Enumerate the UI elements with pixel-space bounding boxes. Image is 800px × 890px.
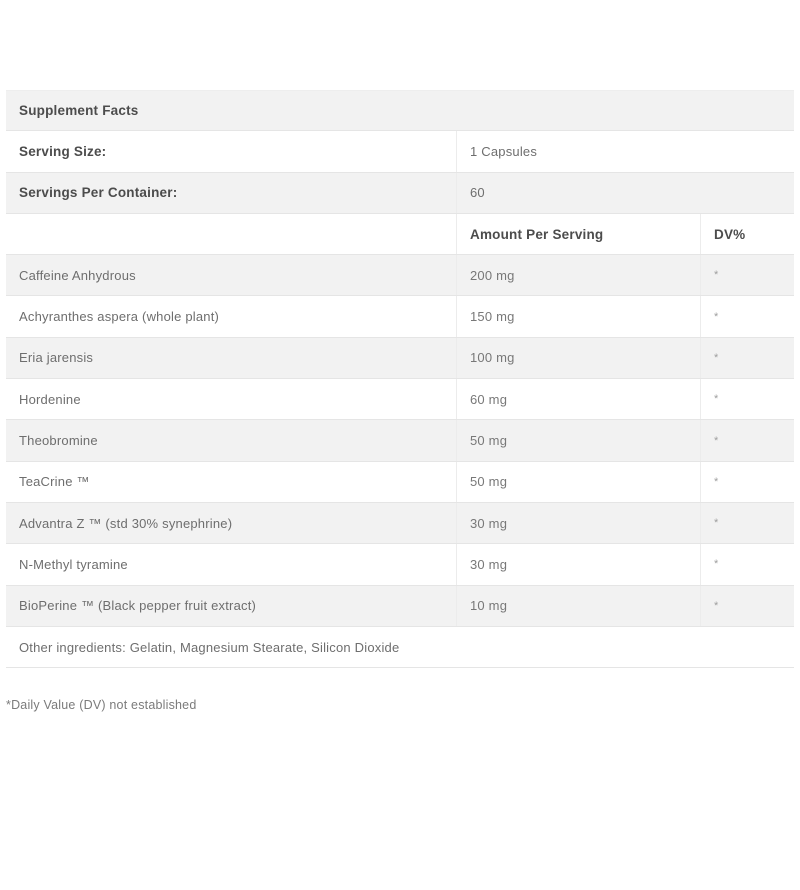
ingredient-dv: * — [700, 379, 794, 419]
ingredient-dv: * — [700, 462, 794, 502]
panel-title-row — [6, 90, 794, 131]
ingredient-name: Advantra Z ™ (std 30% synephrine) — [19, 515, 233, 531]
ingredient-name: N-Methyl tyramine — [19, 556, 128, 572]
ingredient-dv: * — [700, 586, 794, 626]
serving-size-row — [6, 131, 794, 172]
ingredient-dv: * — [700, 503, 794, 543]
ingredient-amount: 30 mg — [456, 544, 700, 584]
ingredient-row — [6, 544, 794, 585]
ingredient-dv: * — [700, 420, 794, 460]
ingredient-name: Theobromine — [19, 433, 98, 449]
column-header-row — [6, 214, 794, 255]
ingredient-row — [6, 255, 794, 296]
ingredient-amount: 30 mg — [456, 503, 700, 543]
ingredient-amount: 100 mg — [456, 338, 700, 378]
ingredient-row — [6, 503, 794, 544]
ingredient-name: BioPerine ™ (Black pepper fruit extract) — [19, 598, 257, 614]
supplement-facts-panel — [6, 90, 794, 668]
ingredient-row — [6, 296, 794, 337]
ingredient-dv: * — [700, 296, 794, 336]
ingredient-row — [6, 338, 794, 379]
ingredient-name: Eria jarensis — [19, 350, 94, 366]
panel-title: Supplement Facts — [19, 103, 139, 119]
ingredient-name: Caffeine Anhydrous — [19, 267, 136, 283]
serving-size-label: Serving Size: — [19, 143, 107, 159]
ingredient-dv: * — [700, 544, 794, 584]
column-header-dv: DV% — [700, 214, 794, 254]
ingredient-name: TeaCrine ™ — [19, 474, 90, 490]
ingredient-dv: * — [700, 255, 794, 295]
ingredient-name: Hordenine — [19, 391, 81, 407]
servings-per-container-label: Servings Per Container: — [19, 185, 178, 201]
ingredient-row — [6, 462, 794, 503]
ingredient-amount: 10 mg — [456, 586, 700, 626]
ingredient-amount: 50 mg — [456, 420, 700, 460]
servings-per-container-value: 60 — [456, 173, 794, 213]
other-ingredients-text: Other ingredients: Gelatin, Magnesium Stearate, Silicon Dioxide — [19, 639, 400, 655]
ingredient-row — [6, 586, 794, 627]
serving-size-value: 1 Capsules — [456, 131, 794, 171]
ingredient-name: Achyranthes aspera (whole plant) — [19, 309, 220, 325]
ingredient-amount: 60 mg — [456, 379, 700, 419]
column-header-amount: Amount Per Serving — [456, 214, 700, 254]
other-ingredients-row — [6, 627, 794, 668]
ingredient-row — [6, 379, 794, 420]
daily-value-footnote: *Daily Value (DV) not established — [6, 698, 197, 713]
servings-per-container-row — [6, 173, 794, 214]
ingredient-amount: 200 mg — [456, 255, 700, 295]
ingredient-row — [6, 420, 794, 461]
ingredient-amount: 150 mg — [456, 296, 700, 336]
ingredient-dv: * — [700, 338, 794, 378]
ingredient-amount: 50 mg — [456, 462, 700, 502]
